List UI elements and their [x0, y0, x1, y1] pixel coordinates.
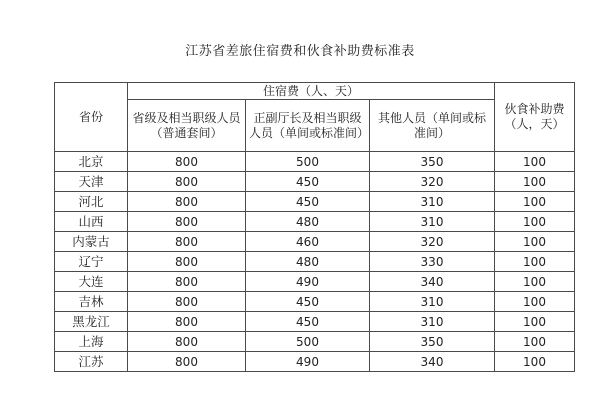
department-rate-cell: 490: [246, 352, 370, 372]
province-cell: 内蒙古: [55, 232, 128, 252]
provincial-level-header-text: 省级及相当职级人员（普通套间）: [132, 110, 241, 140]
table-row: [55, 312, 575, 332]
other-rate-cell: 350: [370, 332, 495, 352]
provincial-rate-cell: 800: [128, 172, 246, 192]
province-cell: 河北: [55, 192, 128, 212]
table-row: [55, 332, 575, 352]
department-rate-cell: 480: [246, 212, 370, 232]
meal-allowance-header: [495, 83, 575, 152]
other-rate-cell: 340: [370, 352, 495, 372]
other-staff-header: [370, 100, 495, 152]
table-row: [55, 212, 575, 232]
province-cell: 辽宁: [55, 252, 128, 272]
table-row: [55, 152, 575, 172]
meal-allowance-cell: 100: [495, 312, 575, 332]
department-rate-cell: 500: [246, 332, 370, 352]
meal-allowance-header-text: 伙食补助费（人，天）: [504, 102, 565, 131]
table-row: [55, 252, 575, 272]
province-cell: 黑龙江: [55, 312, 128, 332]
table-row: [55, 272, 575, 292]
header-row-top: [55, 83, 575, 100]
department-rate-cell: 450: [246, 312, 370, 332]
department-rate-cell: 450: [246, 192, 370, 212]
province-cell: 北京: [55, 152, 128, 172]
department-rate-cell: 480: [246, 252, 370, 272]
other-rate-cell: 340: [370, 272, 495, 292]
table-row: [55, 232, 575, 252]
province-cell: 大连: [55, 272, 128, 292]
table-row: [55, 172, 575, 192]
meal-allowance-cell: 100: [495, 212, 575, 232]
province-cell: 天津: [55, 172, 128, 192]
other-rate-cell: 310: [370, 212, 495, 232]
table-row: [55, 352, 575, 372]
standards-table: [54, 82, 575, 372]
provincial-rate-cell: 800: [128, 352, 246, 372]
meal-allowance-cell: 100: [495, 352, 575, 372]
lodging-fee-header: 住宿费（人、天）: [128, 83, 495, 100]
meal-allowance-cell: 100: [495, 332, 575, 352]
province-cell: 山西: [55, 212, 128, 232]
department-rate-cell: 460: [246, 232, 370, 252]
meal-allowance-cell: 100: [495, 232, 575, 252]
provincial-rate-cell: 800: [128, 272, 246, 292]
other-rate-cell: 330: [370, 252, 495, 272]
other-rate-cell: 310: [370, 192, 495, 212]
provincial-rate-cell: 800: [128, 312, 246, 332]
meal-allowance-cell: 100: [495, 272, 575, 292]
provincial-rate-cell: 800: [128, 252, 246, 272]
meal-allowance-cell: 100: [495, 292, 575, 312]
province-cell: 吉林: [55, 292, 128, 312]
meal-allowance-cell: 100: [495, 192, 575, 212]
meal-allowance-cell: 100: [495, 152, 575, 172]
meal-allowance-cell: 100: [495, 252, 575, 272]
other-rate-cell: 350: [370, 152, 495, 172]
provincial-rate-cell: 800: [128, 292, 246, 312]
other-rate-cell: 310: [370, 292, 495, 312]
department-level-header: [246, 100, 370, 152]
table-row: [55, 192, 575, 212]
province-cell: 上海: [55, 332, 128, 352]
provincial-level-header: [128, 100, 246, 152]
provincial-rate-cell: 800: [128, 152, 246, 172]
department-rate-cell: 450: [246, 292, 370, 312]
provincial-rate-cell: 800: [128, 332, 246, 352]
meal-allowance-cell: 100: [495, 172, 575, 192]
department-rate-cell: 490: [246, 272, 370, 292]
page-title: 江苏省差旅住宿费和伙食补助费标准表: [185, 44, 415, 59]
department-rate-cell: 500: [246, 152, 370, 172]
department-level-header-text: 正副厅长及相当职级人员（单间或标准间）: [249, 110, 370, 140]
provincial-rate-cell: 800: [128, 232, 246, 252]
table-body: [55, 152, 575, 372]
province-header: 省份: [55, 83, 128, 152]
provincial-rate-cell: 800: [128, 192, 246, 212]
other-staff-header-text: 其他人员（单间或标准间）: [377, 110, 486, 140]
province-cell: 江苏: [55, 352, 128, 372]
department-rate-cell: 450: [246, 172, 370, 192]
other-rate-cell: 320: [370, 172, 495, 192]
table-row: [55, 292, 575, 312]
other-rate-cell: 310: [370, 312, 495, 332]
other-rate-cell: 320: [370, 232, 495, 252]
provincial-rate-cell: 800: [128, 212, 246, 232]
